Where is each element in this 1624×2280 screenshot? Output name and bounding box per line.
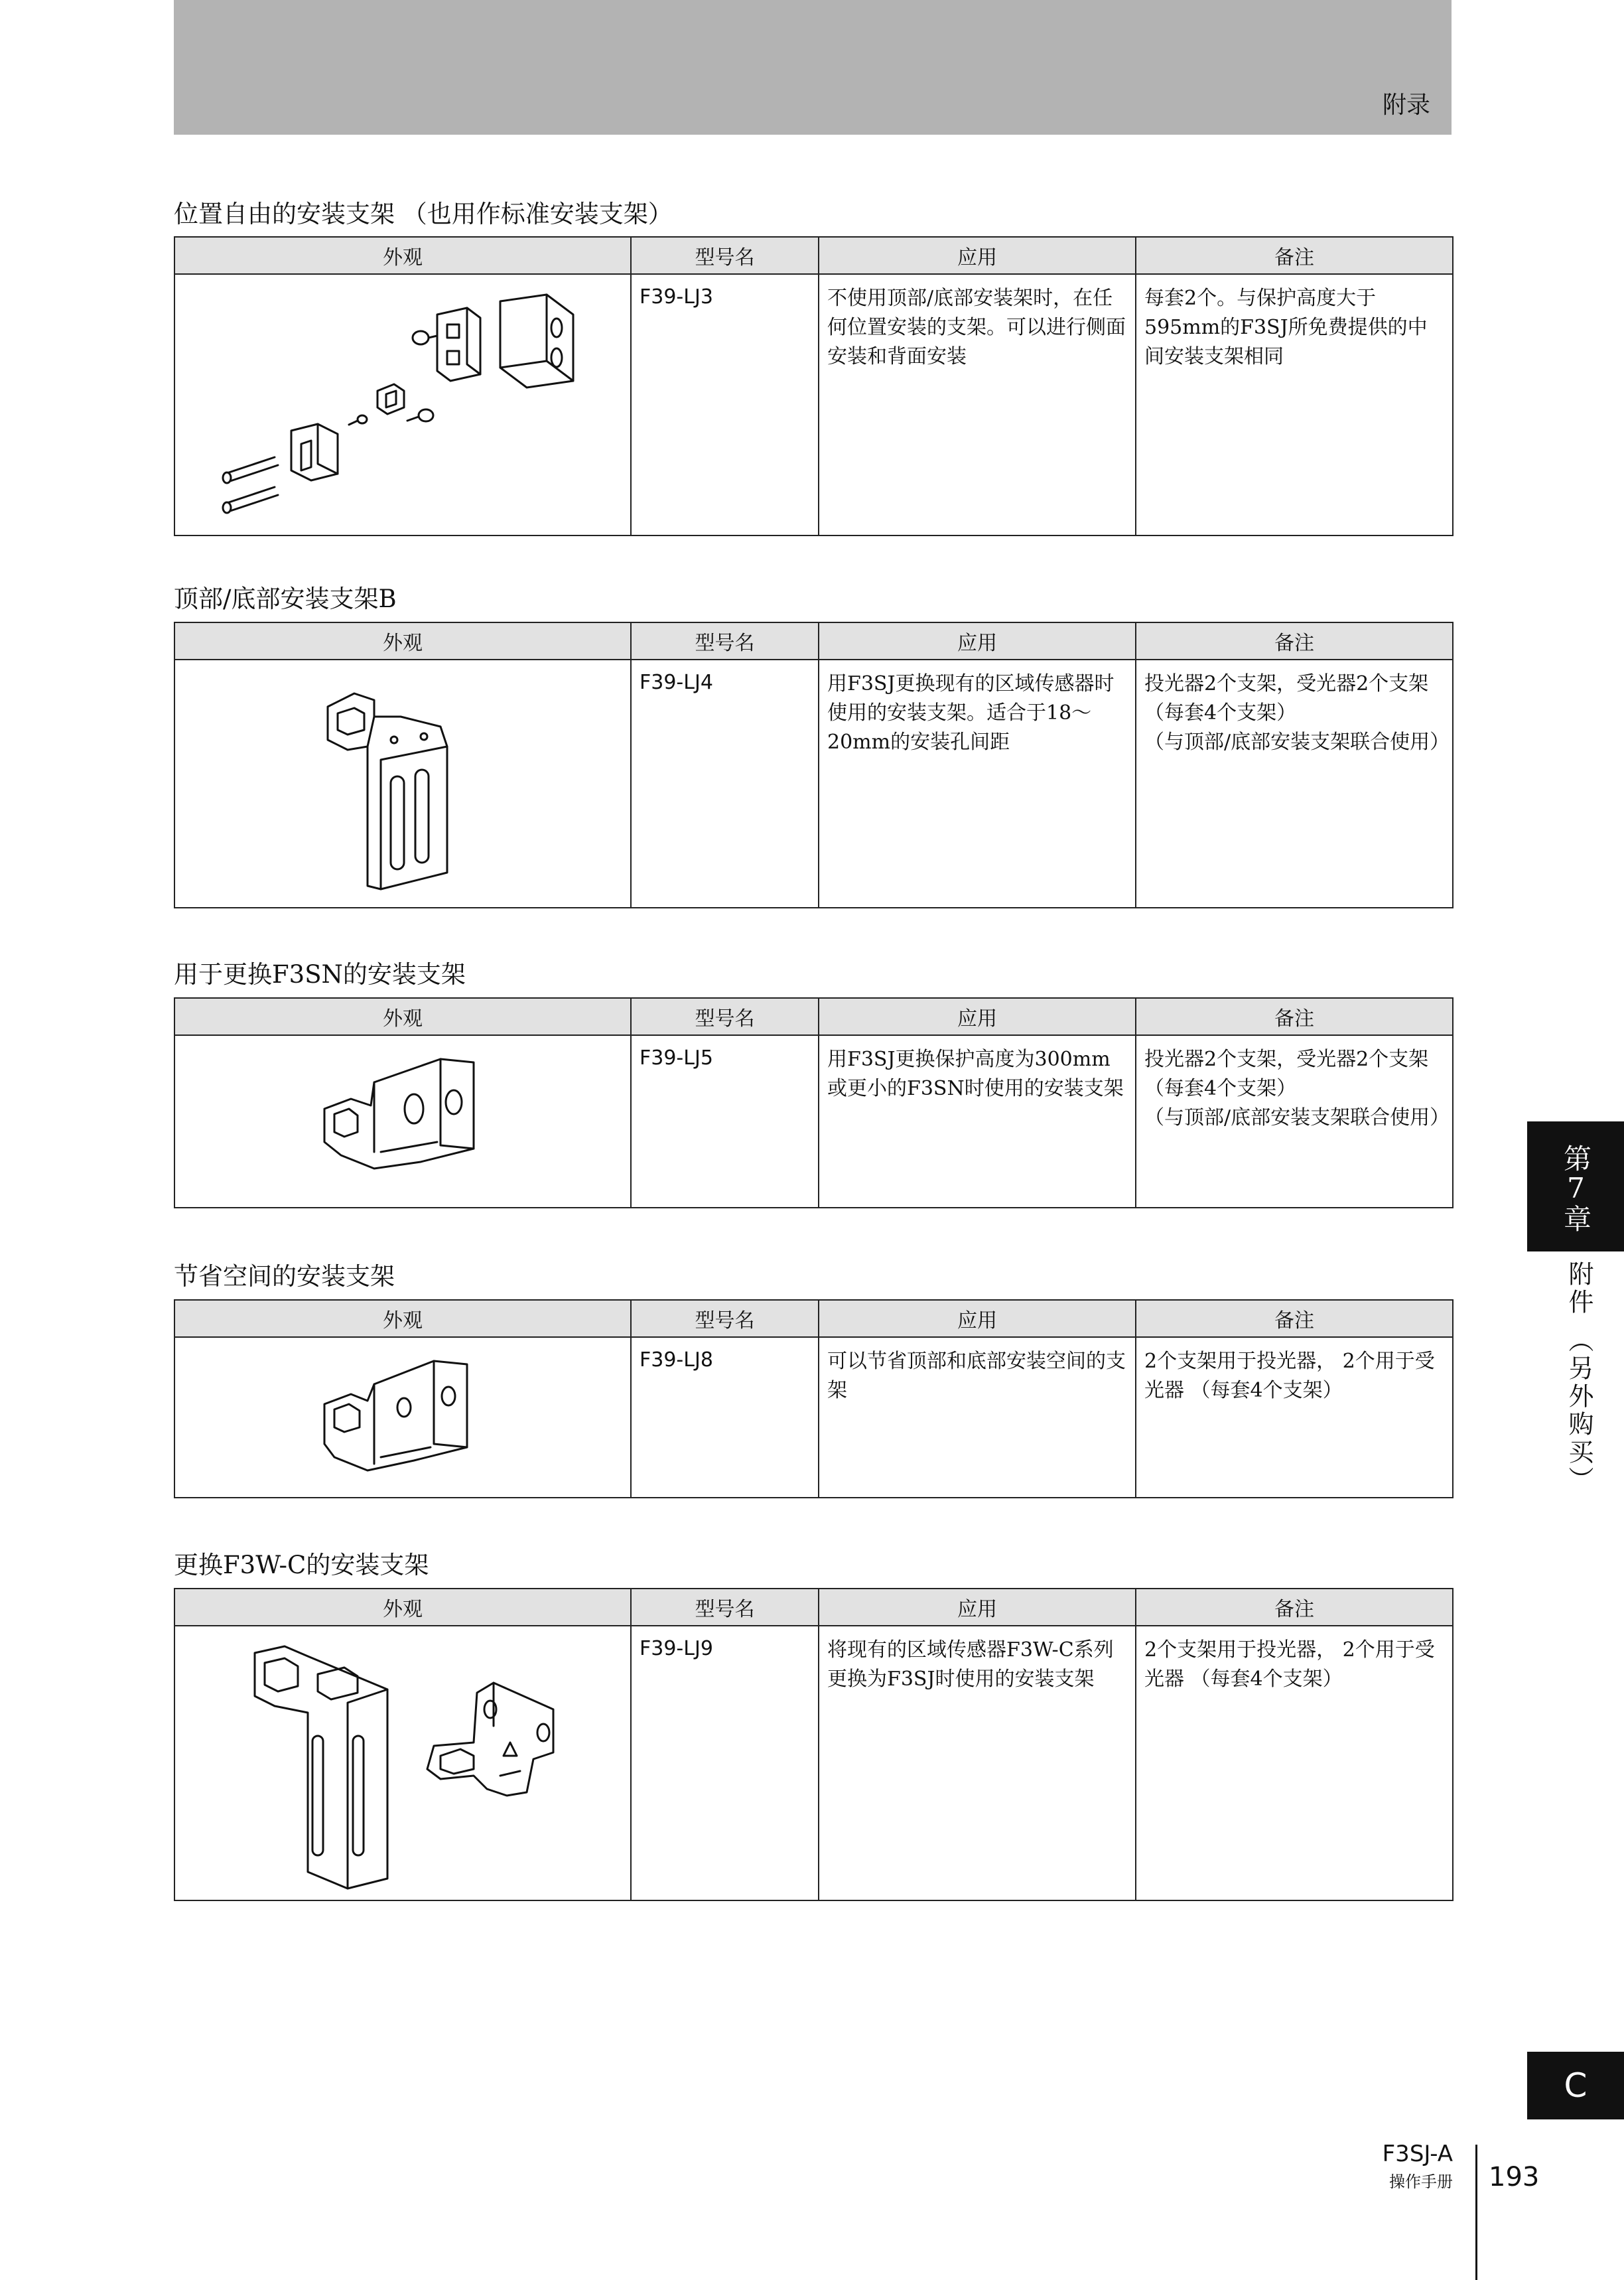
column-header-appearance: 外观: [174, 237, 631, 274]
notes-cell: 每套2个。与保护高度大于595mm的F3SJ所免费提供的中间安装支架相同: [1136, 274, 1453, 535]
section-title-lj9: 更换F3W-C的安装支架: [174, 1551, 429, 1579]
notes-cell: 投光器2个支架，受光器2个支架（每套4个支架） （与顶部/底部安装支架联合使用）: [1136, 660, 1453, 908]
footer-manual-label: 操作手册: [1389, 2173, 1453, 2191]
model-cell: F39-LJ4: [631, 660, 819, 908]
model-cell: F39-LJ8: [631, 1337, 819, 1498]
model-cell: F39-LJ9: [631, 1626, 819, 1900]
table-header-row: [174, 622, 1453, 660]
column-header-appearance: 外观: [174, 1589, 631, 1626]
section-title-lj4: 顶部/底部安装支架B: [174, 585, 397, 613]
column-header-notes: 备注: [1136, 1300, 1453, 1337]
appearance-cell: [174, 660, 631, 908]
table-header-row: [174, 1589, 1453, 1626]
table-row: [174, 1337, 1453, 1498]
model-cell: F39-LJ3: [631, 274, 819, 535]
bracket-lj4-illustration: [175, 660, 630, 907]
application-cell: 将现有的区域传感器F3W-C系列更换为F3SJ时使用的安装支架: [819, 1626, 1136, 1900]
appearance-cell: [174, 1035, 631, 1208]
table-header-row: [174, 237, 1453, 274]
table-row: [174, 660, 1453, 908]
table-row: [174, 274, 1453, 535]
table-row: [174, 1626, 1453, 1900]
appearance-cell: [174, 274, 631, 535]
spec-table-lj3: [174, 236, 1454, 536]
column-header-model: 型号名: [631, 622, 819, 660]
appearance-cell: [174, 1337, 631, 1498]
header-band: [174, 0, 1452, 135]
bracket-lj3-illustration: [175, 275, 630, 535]
notes-cell: 2个支架用于投光器， 2个用于受光器 （每套4个支架）: [1136, 1626, 1453, 1900]
column-header-appearance: 外观: [174, 1300, 631, 1337]
model-cell: F39-LJ5: [631, 1035, 819, 1208]
application-cell: 可以节省顶部和底部安装空间的支架: [819, 1337, 1136, 1498]
column-header-model: 型号名: [631, 998, 819, 1035]
column-header-notes: 备注: [1136, 237, 1453, 274]
column-header-model: 型号名: [631, 1589, 819, 1626]
section-title-lj5: 用于更换F3SN的安装支架: [174, 960, 466, 989]
notes-cell: 2个支架用于投光器， 2个用于受光器 （每套4个支架）: [1136, 1337, 1453, 1498]
bracket-lj9-illustration: [175, 1626, 630, 1900]
column-header-appearance: 外观: [174, 998, 631, 1035]
column-header-model: 型号名: [631, 237, 819, 274]
table-row: [174, 1035, 1453, 1208]
column-header-application: 应用: [819, 1589, 1136, 1626]
footer-divider: [1475, 2145, 1477, 2280]
column-header-notes: 备注: [1136, 1589, 1453, 1626]
spec-table-lj9: [174, 1588, 1454, 1901]
spec-table-lj4: [174, 622, 1454, 908]
bracket-lj5-illustration: [175, 1036, 630, 1207]
bracket-lj8-illustration: [175, 1338, 630, 1497]
column-header-application: 应用: [819, 622, 1136, 660]
column-header-model: 型号名: [631, 1300, 819, 1337]
section-title-lj8: 节省空间的安装支架: [174, 1262, 395, 1291]
header-title: 附录: [1382, 92, 1430, 119]
index-tab-label: C: [1564, 2066, 1588, 2105]
column-header-notes: 备注: [1136, 998, 1453, 1035]
section-title-lj3: 位置自由的安装支架 （也用作标准安装支架）: [174, 200, 673, 228]
chapter-title: 附件 （另外购买）: [1564, 1261, 1593, 1495]
column-header-notes: 备注: [1136, 622, 1453, 660]
page-number: 193: [1489, 2162, 1540, 2192]
notes-cell: 投光器2个支架，受光器2个支架（每套4个支架） （与顶部/底部安装支架联合使用）: [1136, 1035, 1453, 1208]
column-header-application: 应用: [819, 1300, 1136, 1337]
application-cell: 不使用顶部/底部安装架时，在任何位置安装的支架。可以进行侧面安装和背面安装: [819, 274, 1136, 535]
spec-table-lj5: [174, 997, 1454, 1208]
column-header-appearance: 外观: [174, 622, 631, 660]
column-header-application: 应用: [819, 237, 1136, 274]
spec-table-lj8: [174, 1299, 1454, 1498]
chapter-tab-label: 第7章: [1560, 1143, 1592, 1232]
application-cell: 用F3SJ更换现有的区域传感器时使用的安装支架。适合于18～20mm的安装孔间距: [819, 660, 1136, 908]
footer-product-name: F3SJ-A: [1382, 2141, 1453, 2167]
appearance-cell: [174, 1626, 631, 1900]
table-header-row: [174, 998, 1453, 1035]
application-cell: 用F3SJ更换保护高度为300mm或更小的F3SN时使用的安装支架: [819, 1035, 1136, 1208]
table-header-row: [174, 1300, 1453, 1337]
column-header-application: 应用: [819, 998, 1136, 1035]
